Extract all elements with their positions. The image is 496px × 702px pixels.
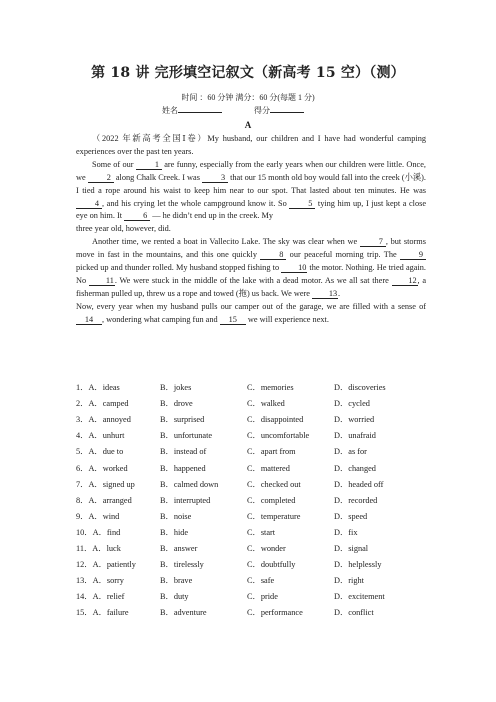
blank-12: 12 — [392, 276, 418, 286]
passage-text: , a fisherman pulled up, threw us a rope and towed (拖) us back. We were — [76, 275, 427, 298]
blank-3: 3 — [202, 173, 228, 183]
option-c: C．uncomfortable — [247, 431, 310, 441]
paragraph-2-tail: three year old, however, did. — [76, 224, 171, 234]
option-a: 12．A．patiently — [76, 560, 136, 570]
blank-10: 10 — [281, 263, 307, 273]
question-3-options — [76, 411, 426, 427]
option-d: D．speed — [334, 511, 368, 521]
option-c: C．completed — [247, 495, 296, 505]
option-d: D．cycled — [334, 399, 370, 409]
option-b: B．interrupted — [160, 495, 211, 505]
option-b: B．surprised — [160, 415, 205, 425]
option-c: C．walked — [247, 399, 285, 409]
blank-15: 15 — [220, 315, 246, 325]
passage-text: Now, every year when my husband pulls our camper out of the garage, we are filled with a sense of — [76, 301, 426, 311]
option-c: C．safe — [247, 576, 275, 586]
option-c: C．temperature — [247, 511, 301, 521]
question-13-options — [76, 572, 426, 588]
option-d: D．recorded — [334, 495, 378, 505]
passage-text: . — [338, 288, 341, 298]
option-b: B．instead of — [160, 447, 207, 457]
blank-1: 1 — [136, 160, 162, 170]
blank-8: 8 — [260, 250, 286, 260]
option-b: B．tirelessly — [160, 560, 204, 570]
cloze-passage — [76, 133, 426, 327]
score-label: 得分 — [254, 106, 270, 115]
blank-11: 11 — [89, 276, 115, 286]
option-d: D．worried — [334, 415, 375, 425]
option-b: B．drove — [160, 399, 193, 409]
option-b: B．happened — [160, 463, 206, 473]
blank-2: 2 — [88, 173, 114, 183]
option-d: D．headed off — [334, 479, 384, 489]
question-2-options — [76, 395, 426, 411]
passage-text: we will experience next. — [245, 314, 329, 324]
option-a: 14．A．relief — [76, 592, 125, 602]
blank-4: 4 — [76, 199, 102, 209]
option-d: D．discoveries — [334, 383, 386, 393]
option-b: B．hide — [160, 527, 189, 537]
blank-13: 13 — [312, 289, 338, 299]
option-b: B．unfortunate — [160, 431, 213, 441]
passage-text: are funny, especially from the early years when our children were little. Once, we — [76, 159, 426, 182]
option-a: 6．A．worked — [76, 463, 128, 473]
passage-text: Another time, we rented a boat in Vallecito Lake. The sky was clear when we — [92, 237, 360, 247]
question-10-options — [76, 524, 426, 540]
blank-7: 7 — [360, 237, 386, 247]
option-b: B．duty — [160, 592, 189, 602]
option-a: 7．A．signed up — [76, 479, 135, 489]
passage-text: that our 15 month old boy would fall into the creek (小溪). I tied a rope around his waist to keep him near to our spot. That lasted about ten minutes. He was — [76, 172, 427, 195]
passage-text: along Chalk Creek. I was — [113, 172, 203, 182]
option-d: D．right — [334, 576, 364, 586]
option-a: 13．A．sorry — [76, 576, 124, 586]
question-15-options — [76, 604, 426, 620]
passage-text: Some of our — [92, 159, 136, 169]
question-5-options — [76, 443, 426, 459]
option-d: D．unafraid — [334, 431, 376, 441]
option-b: B．brave — [160, 576, 193, 586]
option-a: 9．A．wind — [76, 511, 120, 521]
option-c: C．memories — [247, 383, 294, 393]
question-7-options — [76, 476, 426, 492]
blank-5: 5 — [289, 199, 315, 209]
question-9-options — [76, 508, 426, 524]
passage-intro: （2022 年新高考全国Ⅰ卷）My husband, our children and I have had wonderful camping experiences over the past ten years. — [76, 134, 426, 156]
blank-9: 9 — [400, 250, 426, 260]
option-c: C．wonder — [247, 543, 286, 553]
option-d: D．as for — [334, 447, 367, 457]
question-12-options — [76, 556, 426, 572]
option-b: B．noise — [160, 511, 192, 521]
option-c: C．disappointed — [247, 415, 304, 425]
option-a: 4．A．unhurt — [76, 431, 125, 441]
paragraph-3 — [76, 236, 426, 301]
option-d: D．signal — [334, 543, 369, 553]
name-blank — [178, 104, 222, 113]
option-c: C．pride — [247, 592, 278, 602]
paragraph-4 — [76, 301, 426, 327]
passage-text: . We were stuck in the middle of the lake with a dead motor. As we all sat there — [114, 275, 392, 285]
option-a: 1．A．ideas — [76, 383, 120, 393]
question-8-options — [76, 492, 426, 508]
option-c: C．start — [247, 527, 276, 537]
name-label: 姓名 — [162, 106, 178, 115]
time-score-line: 时间 ：60 分钟 满分：60 分(每题 1 分) — [181, 93, 315, 102]
question-1-options — [76, 379, 426, 395]
name-score-line — [0, 104, 496, 117]
option-a: 11．A．luck — [76, 543, 121, 553]
passage-text: , wondering what camping fun and — [102, 314, 220, 324]
question-14-options — [76, 588, 426, 604]
option-a: 10．A．find — [76, 527, 121, 537]
option-b: B．calmed down — [160, 479, 219, 489]
option-c: C．apart from — [247, 447, 296, 457]
passage-text: our peaceful morning trip. The — [286, 250, 400, 260]
passage-text: , but storms move in fast in the mountains, and this one quickly — [76, 237, 426, 260]
paragraph-2 — [76, 159, 426, 224]
score-blank — [270, 104, 304, 113]
option-d: D．helplessly — [334, 560, 382, 570]
section-label: A — [244, 120, 252, 130]
blank-14: 14 — [76, 315, 102, 325]
page-title: 第 18 讲 完形填空记叙文（新高考 15 空）（测） — [91, 65, 405, 81]
question-4-options — [76, 427, 426, 443]
option-c: C．doubtfully — [247, 560, 296, 570]
option-c: C．checked out — [247, 479, 301, 489]
passage-text: tying him up, I just kept a close eye on him. It — [76, 198, 426, 221]
option-d: D．conflict — [334, 608, 374, 618]
option-b: B．adventure — [160, 608, 207, 618]
options-list — [76, 379, 426, 620]
passage-text: the motor. Nothing. He tried again. No — [76, 263, 426, 285]
passage-text: picked up and thunder rolled. My husband stopped fishing to — [76, 263, 282, 273]
option-a: 8．A．arranged — [76, 495, 132, 505]
option-b: B．answer — [160, 543, 198, 553]
option-d: D．changed — [334, 463, 376, 473]
option-a: 3．A．annoyed — [76, 415, 131, 425]
question-11-options — [76, 540, 426, 556]
option-c: C．mattered — [247, 463, 290, 473]
passage-text: , and his crying let the whole campground know it. So — [102, 198, 290, 208]
option-a: 15．A．failure — [76, 608, 129, 618]
option-a: 2．A．camped — [76, 399, 129, 409]
option-b: B．jokes — [160, 383, 192, 393]
passage-text: — he didn’t end up in the creek. My — [150, 211, 274, 221]
exam-meta — [0, 92, 496, 117]
option-c: C．performance — [247, 608, 303, 618]
question-6-options — [76, 459, 426, 475]
option-d: D．fix — [334, 527, 358, 537]
option-a: 5．A．due to — [76, 447, 124, 457]
blank-6: 6 — [124, 211, 150, 221]
option-d: D．excitement — [334, 592, 385, 602]
